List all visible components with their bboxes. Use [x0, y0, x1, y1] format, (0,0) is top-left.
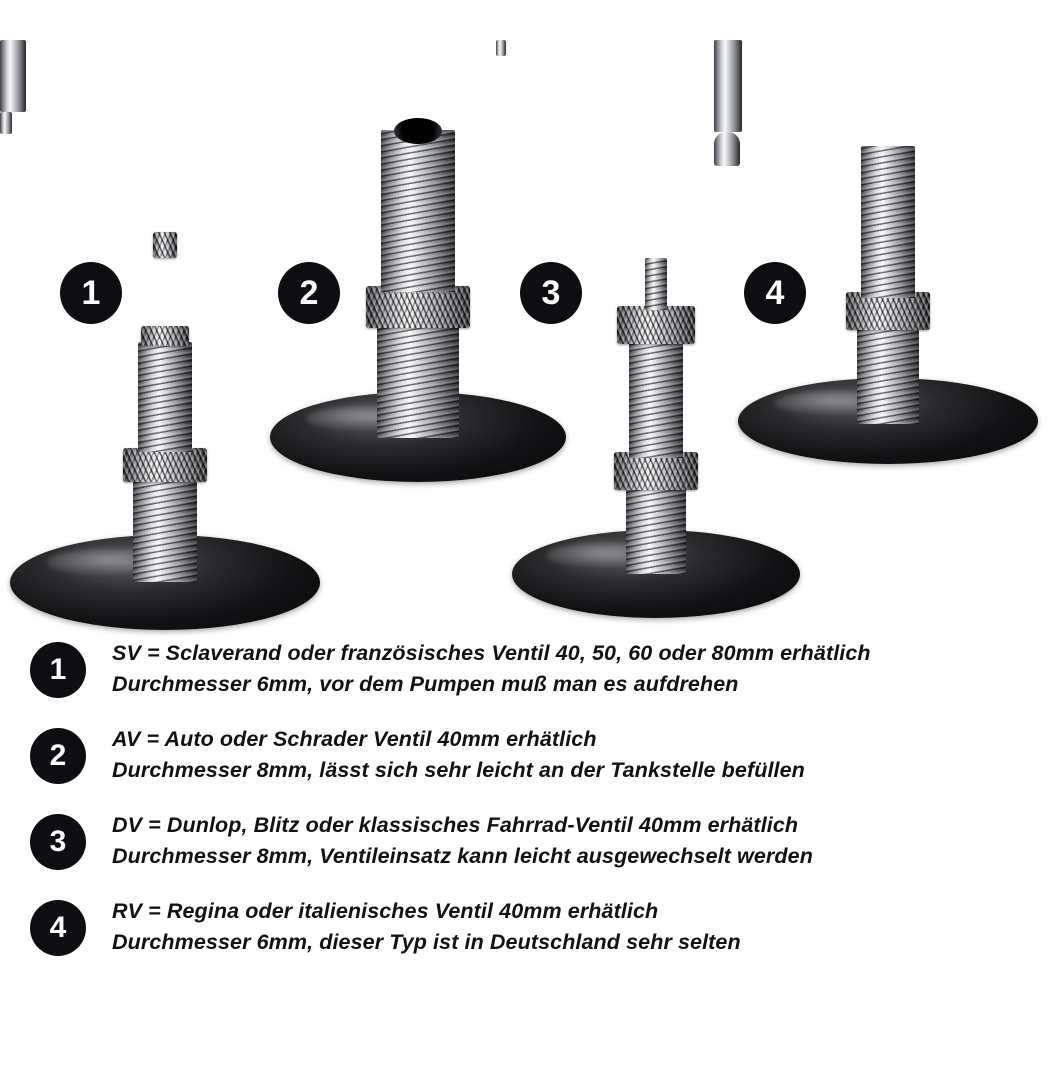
- valve-tip-dv: [496, 40, 506, 56]
- valve-nut-sv: [123, 448, 207, 482]
- valve-stem-sv: [133, 472, 197, 582]
- legend-item-sv: [0, 638, 1062, 700]
- valve-upper-stem-sv: [138, 342, 192, 452]
- badge-1: 1: [60, 262, 122, 324]
- valve-core-rv: [714, 40, 742, 132]
- valve-upper-stem-av: [381, 130, 455, 292]
- legend-item-dv: [0, 810, 1062, 872]
- legend-item-av: [0, 724, 1062, 786]
- valve-stem-dv: [626, 482, 686, 574]
- valve-upper-stem-dv: [629, 340, 683, 458]
- legend-badge-4: 4: [30, 900, 86, 956]
- valve-rv: [714, 40, 1062, 630]
- legend-text-sv: [112, 638, 871, 700]
- legend-line-1: AV = Auto oder Schrader Ventil 40mm erhätlich: [112, 727, 597, 751]
- valve-insert-dv: [645, 258, 667, 310]
- valve-stem-rv: [857, 320, 919, 424]
- legend-text-dv: [112, 810, 813, 872]
- valve-tip-rv: [714, 132, 740, 166]
- legend-line-1: RV = Regina oder italienisches Ventil 40mm erhätlich: [112, 899, 659, 923]
- legend-text-av: [112, 724, 805, 786]
- badge-4: 4: [744, 262, 806, 324]
- valve-stem-av: [377, 318, 459, 438]
- valve-tip-sv: [0, 112, 12, 134]
- legend-line-2: Durchmesser 8mm, lässt sich sehr leicht an der Tankstelle befüllen: [112, 758, 805, 782]
- legend-line-1: SV = Sclaverand oder französisches Ventil 40, 50, 60 oder 80mm erhätlich: [112, 641, 871, 665]
- legend-line-2: Durchmesser 8mm, Ventileinsatz kann leicht ausgewechselt werden: [112, 844, 813, 868]
- valve-shoulder-sv: [141, 326, 189, 346]
- valve-upper-stem-rv: [861, 146, 915, 298]
- valve-nut-av: [366, 286, 470, 328]
- legend-badge-3: 3: [30, 814, 86, 870]
- badge-3: 3: [520, 262, 582, 324]
- legend-text-rv: [112, 896, 741, 958]
- legend-line-2: Durchmesser 6mm, vor dem Pumpen muß man es aufdrehen: [112, 672, 739, 696]
- legend-line-2: Durchmesser 6mm, dieser Typ ist in Deutschland sehr selten: [112, 930, 741, 954]
- legend-line-1: DV = Dunlop, Blitz oder klassisches Fahrrad-Ventil 40mm erhätlich: [112, 813, 799, 837]
- legend-badge-1: 1: [30, 642, 86, 698]
- legend-badge-2: 2: [30, 728, 86, 784]
- valve-opening-av: [394, 118, 442, 144]
- valve-cap-dv: [617, 306, 695, 344]
- valve-lockring-sv: [153, 232, 177, 258]
- legend-item-rv: [0, 896, 1062, 958]
- badge-2: 2: [278, 262, 340, 324]
- legend: [0, 638, 1062, 982]
- valve-core-sv: [0, 40, 26, 112]
